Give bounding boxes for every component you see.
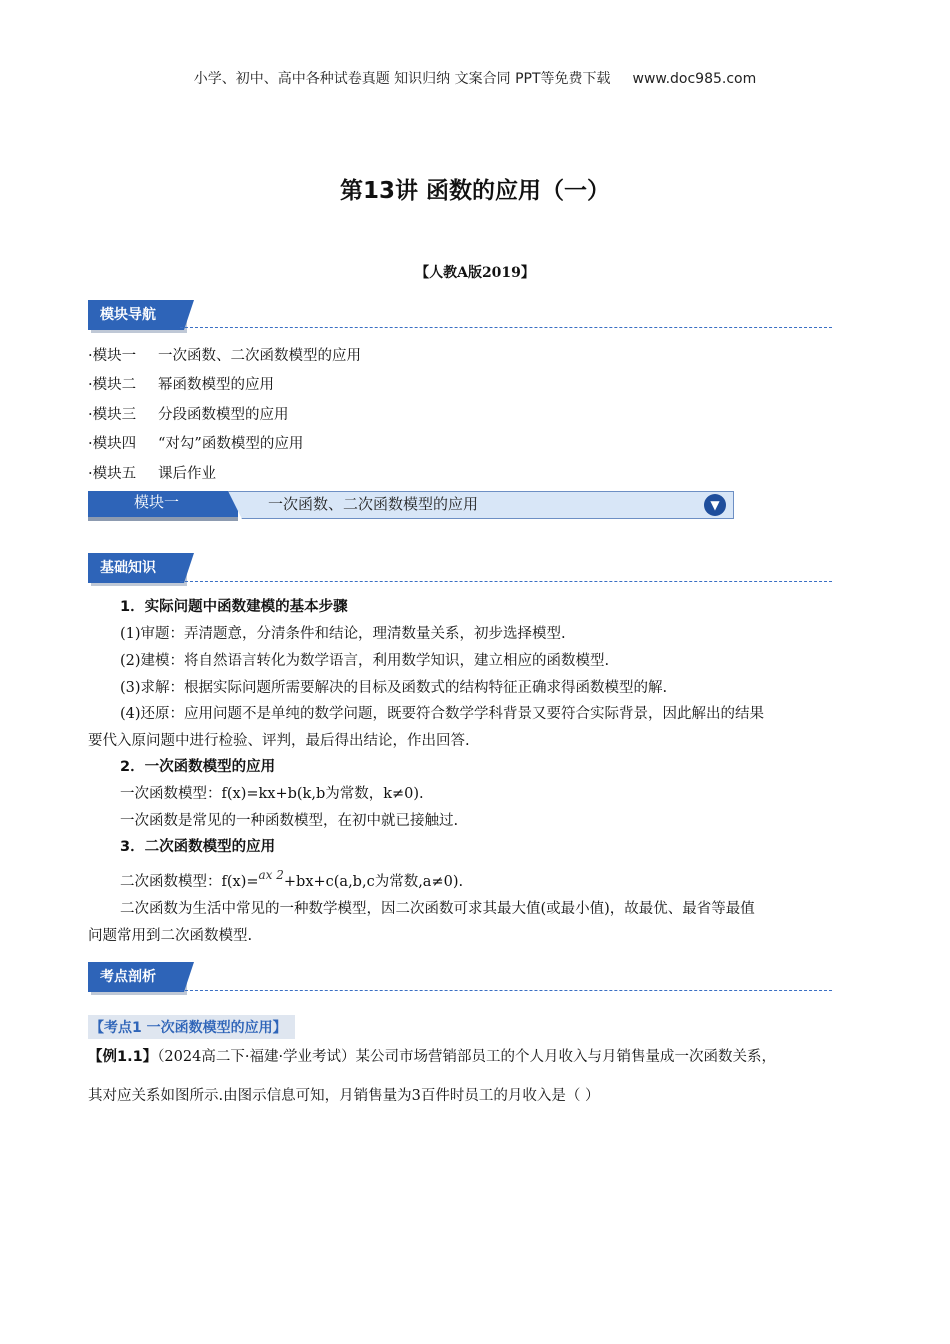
analysis-section-tag: 考点剖析: [88, 962, 184, 992]
divider: [180, 581, 832, 582]
example-body: （2024高二下·福建·学业考试）某公司市场营销部员工的个人月收入与月销售量成一次函数关系，: [157, 1049, 777, 1065]
divider: [180, 990, 832, 991]
nav-item-2[interactable]: [88, 373, 274, 394]
header-text: 小学、初中、高中各种试卷真题 知识归纳 文案合同 PPT等免费下载: [193, 71, 611, 87]
nav-item-text: 一次函数、二次函数模型的应用: [158, 348, 361, 364]
nav-item-1[interactable]: [88, 344, 361, 365]
nav-item-label: ·模块四: [88, 436, 137, 452]
paragraph: (1)审题：弄清题意，分清条件和结论，理清数量关系，初步选择模型.: [120, 626, 566, 642]
example-text: [88, 1047, 878, 1067]
nav-item-4[interactable]: [88, 432, 303, 453]
paragraph: (3)求解：根据实际问题所需要解决的目标及函数式的结构特征正确求得函数模型的解.: [120, 680, 668, 696]
nav-item-label: ·模块五: [88, 466, 137, 482]
formula-prefix: 二次函数模型：f(x)=: [120, 874, 259, 890]
page-header: [0, 68, 950, 88]
page-title: 第13讲 函数的应用（一）: [339, 178, 610, 204]
example-text-continued: 其对应关系如图所示.由图示信息可知，月销售量为3百件时员工的月收入是（ ）: [88, 1088, 600, 1104]
nav-item-label: ·模块二: [88, 377, 137, 393]
formula-line: 一次函数模型：f(x)=kx+b(k,b为常数，k≠0).: [120, 786, 424, 802]
topic-label: 【考点1 一次函数模型的应用】: [88, 1015, 295, 1039]
formula-line: [120, 868, 464, 892]
formula-square: ax 2: [258, 868, 284, 882]
nav-item-label: ·模块三: [88, 407, 137, 423]
paragraph: 一次函数是常见的一种函数模型，在初中就已接触过.: [120, 813, 459, 829]
paragraph: 二次函数为生活中常见的一种数学模型，因二次函数可求其最大值(或最小值)，故最优、最省等最值: [120, 901, 755, 917]
edition-label: 【人教A版2019】: [415, 265, 535, 281]
nav-item-text: 分段函数模型的应用: [158, 407, 289, 423]
nav-item-5[interactable]: [88, 462, 216, 483]
heading-2: 2．一次函数模型的应用: [120, 759, 276, 775]
nav-item-text: 课后作业: [158, 466, 216, 482]
module-banner[interactable]: [88, 491, 734, 521]
module-banner-label: 模块一: [88, 491, 238, 517]
heading-3: 3．二次函数模型的应用: [120, 839, 276, 855]
header-url[interactable]: www.doc985.com: [632, 71, 757, 87]
triangle-down-icon[interactable]: ▼: [704, 494, 726, 516]
nav-item-label: ·模块一: [88, 348, 137, 364]
basic-section-tag: 基础知识: [88, 553, 184, 583]
nav-item-3[interactable]: [88, 403, 289, 424]
nav-item-text: 幂函数模型的应用: [158, 377, 274, 393]
module-banner-shadow: [88, 517, 238, 521]
heading-1: 1．实际问题中函数建模的基本步骤: [120, 599, 348, 615]
paragraph: 问题常用到二次函数模型.: [88, 928, 253, 944]
nav-section-tag: 模块导航: [88, 300, 184, 330]
paragraph: (4)还原：应用问题不是单纯的数学问题，既要符合数学学科背景又要符合实际背景，因此解出的结果: [120, 706, 765, 722]
paragraph: 要代入原问题中进行检验、评判，最后得出结论，作出回答.: [88, 733, 470, 749]
divider: [180, 327, 832, 328]
formula-suffix: +bx+c(a,b,c为常数,a≠0).: [283, 874, 464, 890]
paragraph: (2)建模：将自然语言转化为数学语言，利用数学知识，建立相应的函数模型.: [120, 653, 610, 669]
module-banner-title: 一次函数、二次函数模型的应用: [268, 495, 479, 513]
nav-item-text: “对勾”函数模型的应用: [158, 436, 304, 452]
example-label: 【例1.1】: [88, 1049, 158, 1065]
